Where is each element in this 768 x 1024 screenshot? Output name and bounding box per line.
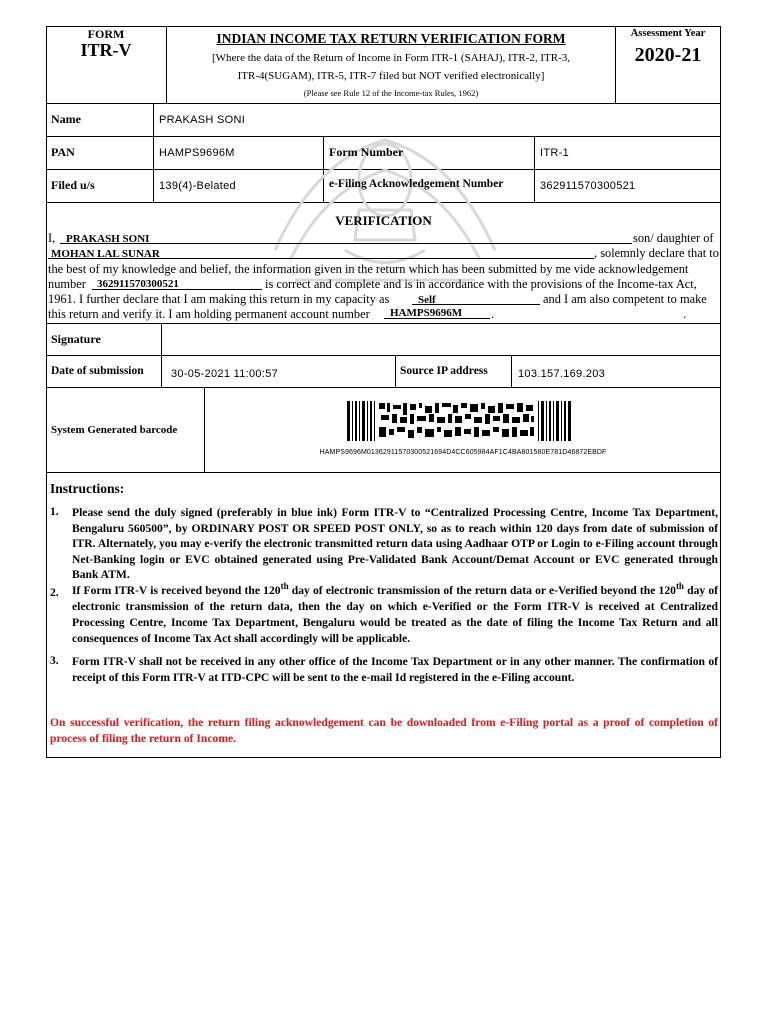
date-of-submission-label: Date of submission: [51, 365, 144, 377]
verification-son-daughter: son/ daughter of: [633, 231, 714, 245]
instruction-1-number: 1.: [50, 505, 59, 518]
verification-dot-1: .: [491, 307, 495, 321]
instruction-1-text: Please send the duly signed (preferably in blue ink) Form ITR-V to “Centralized Processing Centre, Income Tax Department, Bengaluru 560500”, by ORDINARY POST OR SPEED POST ONLY, so as to reach within 120 days from date of submission of ITR. Alternately, you may e-verify the electronic transmitted return data using Aadhaar OTP or Login to e-Filing account through Net-Banking login or EVC obtained generated using Pre-Validated Bank Account/Demat Account or EVC generated through Bank ATM.: [72, 506, 718, 581]
form-number-value: ITR-1: [540, 147, 569, 159]
verification-pan: HAMPS9696M: [390, 307, 463, 319]
instruction-2-number: 2.: [50, 586, 59, 599]
instruction-2-sup-1: th: [280, 581, 289, 592]
verification-line-4: is correct and complete and is in accordance with the provisions of the Income-tax Act,: [265, 277, 697, 291]
father-name: MOHAN LAL SUNAR: [51, 248, 160, 260]
verification-i: I,: [48, 231, 56, 245]
form-label: FORM: [87, 27, 125, 41]
date-of-submission-value: 30-05-2021 11:00:57: [171, 368, 279, 380]
form-subtitle-3: (Please see Rule 12 of the Income-tax Rules, 1962): [303, 88, 479, 98]
name-value: PRAKASH SONI: [159, 114, 246, 126]
pan-label: PAN: [51, 145, 75, 159]
name-label: Name: [51, 112, 81, 126]
source-ip-label: Source IP address: [400, 365, 488, 377]
verification-heading: VERIFICATION: [335, 213, 432, 228]
form-number-label: Form Number: [329, 145, 404, 159]
form-name: ITR-V: [80, 40, 132, 60]
verification-number-prefix: number: [48, 277, 86, 291]
instruction-2-part-1: If Form ITR-V is received beyond the 120: [72, 584, 281, 597]
barcode-text: HAMPS9696M01362911570300521694D4CC605984AF1C4BA801580E781D46872EBDF: [319, 449, 607, 456]
ack-number-label: e-Filing Acknowledgement Number: [329, 178, 504, 190]
pan-value: HAMPS9696M: [159, 147, 235, 159]
verification-solemnly: , solemnly declare that to: [594, 246, 719, 260]
assessment-year-label: Assessment Year: [630, 28, 706, 39]
instruction-2-text: [72, 583, 718, 647]
verification-line-5-start: 1961. I further declare that I am making this return in my capacity as: [48, 292, 390, 306]
instruction-2-part-3: day of electronic transmission of the return data, then the day on which e-Verified or the Form ITR-V is received at Centralized Processing Centre, Income Tax Department, Bengaluru would be treated as the date of filing the Income Tax Return and all consequences of Income Tax Act shall accordingly will be applicable.: [72, 584, 719, 645]
form-subtitle-1: [Where the data of the Return of Income in Form ITR-1 (SAHAJ), ITR-2, ITR-3,: [211, 52, 570, 64]
signature-label: Signature: [51, 332, 101, 346]
filed-us-label: Filed u/s: [51, 178, 95, 192]
verification-dot-2: .: [683, 307, 687, 321]
verification-note: On successful verification, the return filing acknowledgement can be downloaded from e-Filing portal as a proof of completion of process of filing the return of Income.: [50, 716, 718, 745]
verification-line-5-end: and I am also competent to make: [543, 292, 707, 306]
barcode-label: System Generated barcode: [51, 424, 178, 436]
form-subtitle-2: ITR-4(SUGAM), ITR-5, ITR-7 filed but NOT verified electronically]: [237, 70, 545, 82]
instruction-3-number: 3.: [50, 654, 59, 667]
source-ip-value: 103.157.169.203: [518, 368, 606, 380]
verification-capacity: Self: [418, 294, 436, 306]
barcode-image: [347, 401, 571, 441]
instruction-2-sup-2: th: [675, 581, 684, 592]
instruction-2-part-2: day of electronic transmission of the return data or e-Verified beyond the 120: [288, 584, 676, 597]
form-title: INDIAN INCOME TAX RETURN VERIFICATION FORM: [216, 31, 566, 46]
ack-number-value: 362911570300521: [540, 180, 636, 192]
verification-line-3: the best of my knowledge and belief, the information given in the return which has been submitted by me vide acknowledgement: [48, 262, 689, 276]
assessment-year-value: 2020-21: [634, 44, 702, 66]
instruction-3-text: Form ITR-V shall not be received in any other office of the Income Tax Department or in any other manner. The confirmation of receipt of this Form ITR-V at ITD-CPC will be sent to the e-mail Id registered in the e-Filing account.: [72, 655, 718, 684]
verification-line-6: this return and verify it. I am holding permanent account number: [48, 307, 370, 321]
instructions-heading: Instructions:: [50, 481, 125, 496]
verification-ack-number: 362911570300521: [97, 278, 179, 290]
filed-us-value: 139(4)-Belated: [159, 180, 236, 192]
declarant-name: PRAKASH SONI: [66, 233, 150, 245]
